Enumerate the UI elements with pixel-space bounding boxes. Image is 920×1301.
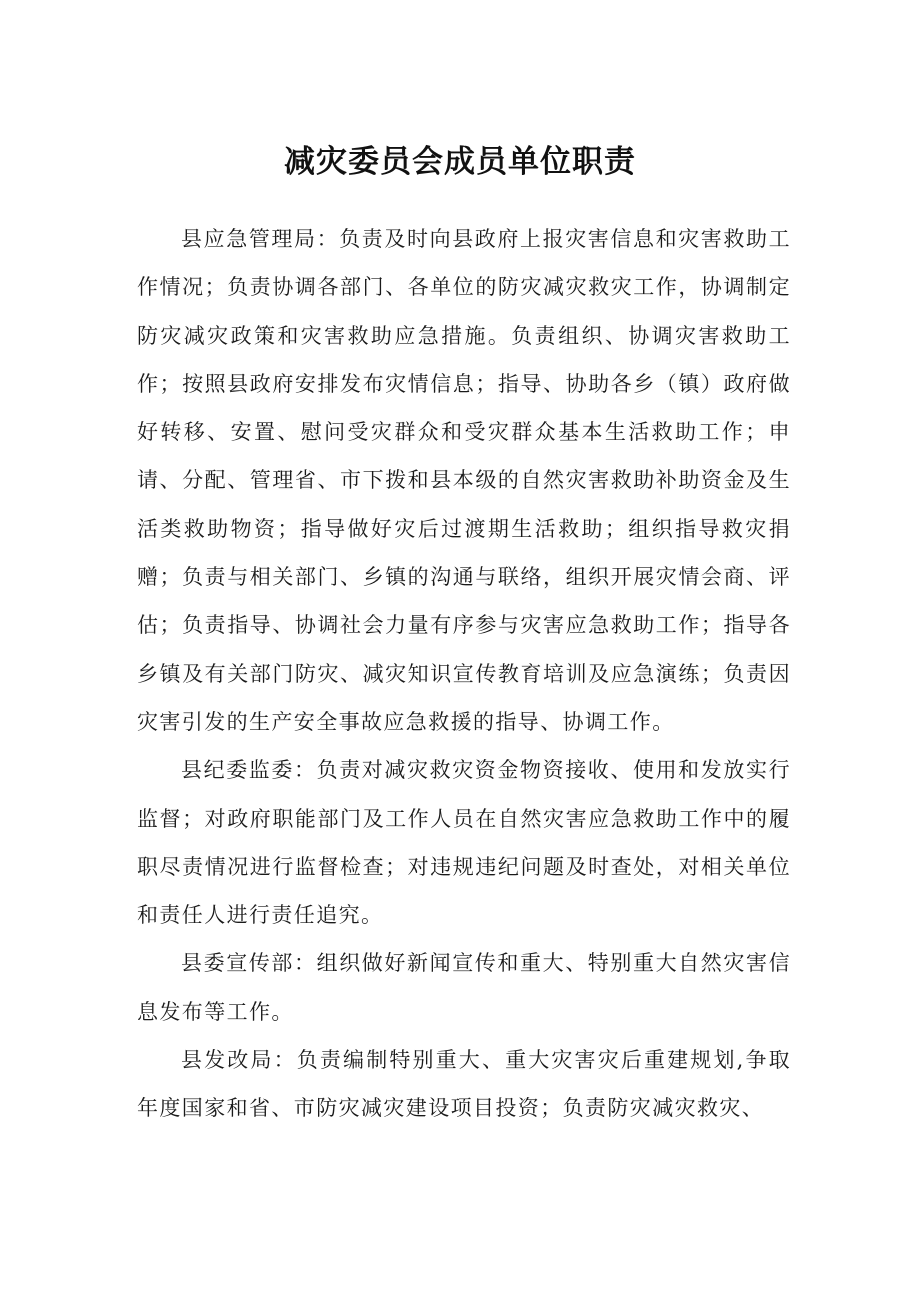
paragraph-emergency-management-bureau: 县应急管理局：负责及时向县政府上报灾害信息和灾害救助工作情况；负责协调各部门、各单位的防灾减灾救灾工作，协调制定防灾减灾政策和灾害救助应急措施。负责组织、协调灾害救助工作；按照县政府安排发布灾情信息；指导、协助各乡（镇）政府做好转移、安置、慰问受灾群众和受灾群众基本生活救助工作；申请、分配、管理省、市下拨和县本级的自然灾害救助补助资金及生活类救助物资；指导做好灾后过渡期生活救助；组织指导救灾捐赠；负责与相关部门、乡镇的沟通与联络，组织开展灾情会商、评估；负责指导、协调社会力量有序参与灾害应急救助工作；指导各乡镇及有关部门防灾、减灾知识宣传教育培训及应急演练；负责因灾害引发的生产安全事故应急救援的指导、协调工作。 xyxy=(137,227,791,734)
paragraph-discipline-inspection-commission: 县纪委监委：负责对减灾救灾资金物资接收、使用和发放实行监督；对政府职能部门及工作人员在自然灾害应急救助工作中的履职尽责情况进行监督检查；对违规违纪问题及时查处，对相关单位和责任人进行责任追究。 xyxy=(137,758,791,928)
page-title: 减灾委员会成员单位职责 xyxy=(284,144,636,180)
paragraph-development-reform-bureau: 县发改局：负责编制特别重大、重大灾害灾后重建规划,争取年度国家和省、市防灾减灾建设项目投资；负责防灾减灾救灾、 xyxy=(137,1048,791,1121)
document-body xyxy=(137,215,791,1133)
paragraph-publicity-department: 县委宣传部：组织做好新闻宣传和重大、特别重大自然灾害信息发布等工作。 xyxy=(137,951,791,1024)
